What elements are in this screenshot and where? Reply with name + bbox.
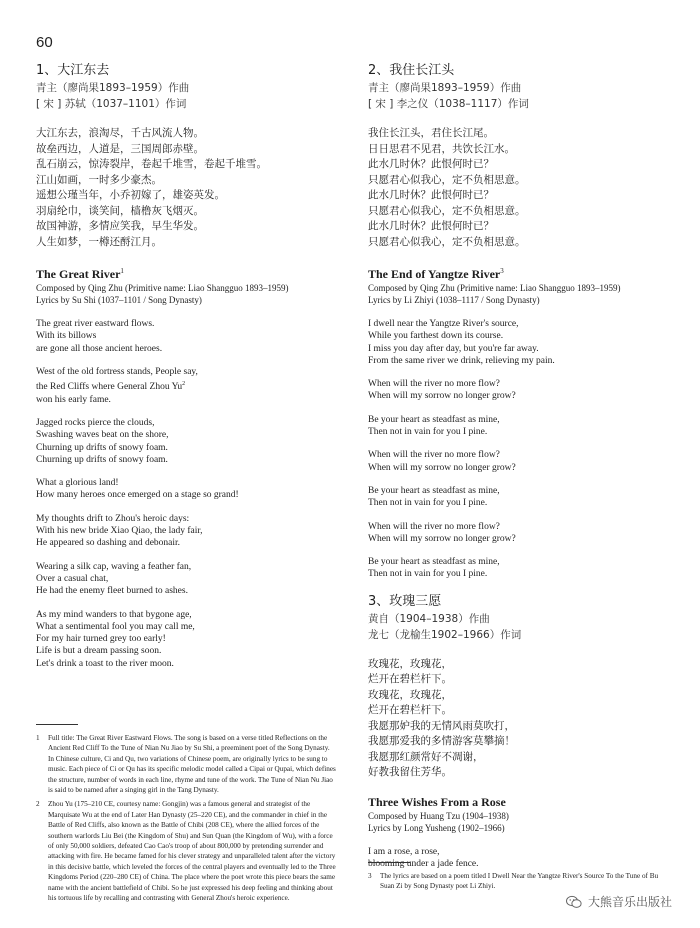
right-column xyxy=(368,62,668,881)
zh-lyric-line: 玫瑰花，玫瑰花， xyxy=(368,657,452,670)
en-lyric-line: The great river eastward flows. xyxy=(36,319,155,329)
en-lyric-line: Jagged rocks pierce the clouds, xyxy=(36,417,155,428)
zh-lyric-line: 江山如画，一时多少豪杰。 xyxy=(36,173,162,186)
zh-lyric-line: 只愿君心似我心，定不负相思意。 xyxy=(368,204,526,217)
stanza xyxy=(36,366,336,406)
en-lyric-line: While you farthest down its course. xyxy=(368,331,504,342)
zh-lyric-line: 此水几时休？此恨何时已？ xyxy=(368,158,494,170)
song1-en-title-text: The Great River xyxy=(36,267,121,281)
zh-lyric-line: 我愿那红颜常好不凋谢， xyxy=(368,750,484,763)
zh-lyric-line: 我愿那爱我的多情游客莫攀摘！ xyxy=(368,735,515,748)
zh-lyric-line: 人生如梦，一樽还酹江月。 xyxy=(36,235,162,248)
song2-en-title-text: The End of Yangtze River xyxy=(368,267,501,281)
zh-lyric-line: 羽扇纶巾，谈笑间，樯橹灰飞烟灭。 xyxy=(36,204,204,217)
stanza xyxy=(368,556,668,581)
song1-zh-composer: 青主（廖尚果1893–1959）作曲 xyxy=(36,82,190,94)
stanza xyxy=(36,417,336,466)
stanza xyxy=(368,318,668,367)
en-lyric-line: When will my sorrow no longer grow? xyxy=(368,391,516,402)
stanza xyxy=(36,513,336,550)
footnote-number: 3 xyxy=(368,872,372,880)
en-lyric-line: blooming under a jade fence. xyxy=(368,859,479,870)
song2-zh-composer: 青主（廖尚果1893–1959）作曲 xyxy=(368,82,522,94)
en-lyric-line: I miss you day after day, but you're far away. xyxy=(368,343,539,354)
en-lyric-line: Wearing a silk cap, waving a feather fan, xyxy=(36,561,192,572)
footnote-rule xyxy=(368,862,410,863)
song2-zh-lyricist: [ 宋 ] 李之仪（1038–1117）作词 xyxy=(368,98,529,110)
en-lyric-line: When will my sorrow no longer grow? xyxy=(368,533,516,544)
zh-lyric-line: 我住长江头，君住长江尾。 xyxy=(368,127,494,139)
zh-lyric-line: 此水几时休？此恨何时已？ xyxy=(368,220,494,232)
left-column xyxy=(36,62,336,681)
footnote-ref: 2 xyxy=(182,381,186,388)
en-lyric-line: Then not in vain for you I pine. xyxy=(368,569,488,580)
song3-en-title: Three Wishes From a Rose xyxy=(368,794,506,809)
en-lyric-line: Over a casual chat, xyxy=(36,573,109,584)
en-lyric-line: Let's drink a toast to the river moon. xyxy=(36,658,174,669)
en-lyric-line: He appeared so dashing and debonair. xyxy=(36,538,181,549)
en-lyric-line: When will my sorrow no longer grow? xyxy=(368,462,516,473)
zh-lyric-line: 我愿那妒我的无情风雨莫吹打， xyxy=(368,719,515,732)
stanza xyxy=(36,561,336,598)
en-lyric-line: What a sentimental fool you may call me, xyxy=(36,621,195,632)
footnote-ref: 3 xyxy=(500,267,504,275)
zh-lyric-line: 玫瑰花，玫瑰花， xyxy=(368,688,452,701)
footnote-text: The lyrics are based on a poem titled I Dwell Near the Yangtze River's Source To the Tune of Bu Suan Zi by Song Dynasty poet Li Zhiyi. xyxy=(380,872,659,891)
song3-zh-lyricist: 龙七（龙榆生1902–1966）作词 xyxy=(368,628,522,641)
song1-en-composer: Composed by Qing Zhu (Primitive name: Liao Shangguo 1893–1959) xyxy=(36,283,289,293)
footnote-text: Full title: The Great River Eastward Flows. The song is based on a verse titled Reflections on the Ancient Red Cliff To the Tune of Nian Nu Jiao by Su Shi, a preeminent poet of the Song Dynasty. In Chinese culture, Ci and Qu, two variations of Chinese poem, are originally lyrics to be sung to music. Each piece of Ci or Qu has its specific melodic model called a Cipai or Qupai, which defines the structure, number of words in each line, rhyme and tune of the work. The Tune of Nian Nu Jiao is said to be named after a singing girl in the Tang Dynasty. xyxy=(48,734,336,795)
footnote-ref: 1 xyxy=(120,267,124,275)
en-lyric-line: Churning up drifts of snowy foam. xyxy=(36,454,168,465)
song1-en-lyrics xyxy=(36,318,336,670)
stanza xyxy=(36,318,336,355)
zh-lyric-line: 只愿君心似我心，定不负相思意。 xyxy=(368,173,526,186)
en-lyric-line: Life is but a dream passing soon. xyxy=(36,646,162,657)
zh-lyric-line: 烂开在碧栏杆下。 xyxy=(368,704,452,717)
en-lyric-line: As my mind wanders to that bygone age, xyxy=(36,609,192,620)
song2-en-lyricist: Lyrics by Li Zhiyi (1038–1117 / Song Dynasty) xyxy=(368,295,540,305)
watermark-text: 大熊音乐出版社 xyxy=(587,895,672,909)
en-lyric-line: Churning up drifts of snowy foam. xyxy=(36,442,168,453)
song2-zh-title: 2、我住长江头 xyxy=(368,63,455,78)
en-lyric-line: What a glorious land! xyxy=(36,478,119,489)
footnote-rule xyxy=(36,724,78,725)
en-lyric-line: He had the enemy fleet burned to ashes. xyxy=(36,586,188,597)
en-lyric-line: With his new bride Xiao Qiao, the lady fair, xyxy=(36,526,203,537)
zh-lyric-line: 大江东去，浪淘尽，千古风流人物。 xyxy=(36,127,204,139)
zh-lyric-line: 日日思君不见君，共饮长江水。 xyxy=(368,142,515,155)
stanza xyxy=(368,414,668,439)
en-lyric-line xyxy=(36,378,336,393)
en-lyric-line: won his early fame. xyxy=(36,394,111,405)
publisher-watermark xyxy=(566,893,672,910)
footnote xyxy=(36,733,336,795)
song3-zh-lyrics xyxy=(368,657,668,781)
wechat-icon xyxy=(566,895,582,909)
song1-zh-lyrics xyxy=(36,126,336,250)
zh-lyric-line: 故垒西边，人道是，三国周郎赤壁。 xyxy=(36,142,204,155)
en-lyric-line: West of the old fortress stands, People say, xyxy=(36,366,198,377)
en-lyric-line: My thoughts drift to Zhou's heroic days: xyxy=(36,513,190,524)
song1-zh-title: 1、大江东去 xyxy=(36,63,110,78)
zh-lyric-line: 只愿君心似我心，定不负相思意。 xyxy=(368,235,526,248)
en-lyric-line: Be your heart as steadfast as mine, xyxy=(368,485,500,496)
footnotes-right xyxy=(368,862,668,896)
en-lyric-line: I dwell near the Yangtze River's source, xyxy=(368,319,519,329)
en-lyric-line: From the same river we drink, relieving my pain. xyxy=(368,355,555,366)
en-lyric-line: Be your heart as steadfast as mine, xyxy=(368,557,500,568)
zh-lyric-line: 遥想公瑾当年，小乔初嫁了，雄姿英发。 xyxy=(36,189,225,201)
en-lyric-line: Then not in vain for you I pine. xyxy=(368,498,488,509)
en-lyric-line: When will the river no more flow? xyxy=(368,379,500,390)
en-lyric-line: I am a rose, a rose, xyxy=(368,846,440,857)
song2-en-lyrics xyxy=(368,318,668,581)
song2-en-composer: Composed by Qing Zhu (Primitive name: Liao Shangguo 1893–1959) xyxy=(368,283,621,293)
en-lyric-line: Then not in vain for you I pine. xyxy=(368,427,488,438)
en-lyric-line: are gone all those ancient heroes. xyxy=(36,343,163,354)
footnote-number: 2 xyxy=(36,800,40,809)
en-lyric-line: For my hair turned grey too early! xyxy=(36,634,166,645)
stanza xyxy=(368,449,668,474)
en-lyric-text: the Red Cliffs where General Zhou Yu xyxy=(36,382,183,393)
en-lyric-line: Swashing waves beat on the shore, xyxy=(36,430,169,441)
stanza xyxy=(368,485,668,510)
song3-en-lyricist: Lyrics by Long Yusheng (1902–1966) xyxy=(368,822,505,833)
en-lyric-line: With its billows xyxy=(36,331,97,342)
page-number: 60 xyxy=(36,34,53,51)
song1-zh-lyricist: [ 宋 ] 苏轼（1037–1101）作词 xyxy=(36,98,187,110)
zh-lyric-line: 乱石崩云，惊涛裂岸，卷起千堆雪，卷起千堆雪。 xyxy=(36,158,267,170)
zh-lyric-line: 故国神游，多情应笑我，早生华发。 xyxy=(36,220,204,232)
stanza xyxy=(36,609,336,670)
song1-en-title xyxy=(36,264,336,282)
stanza xyxy=(36,477,336,502)
footnote xyxy=(368,871,668,892)
footnote xyxy=(36,799,336,903)
footnote-number: 1 xyxy=(36,734,40,742)
zh-lyric-line: 此水几时休？此恨何时已？ xyxy=(368,189,494,201)
footnotes-left xyxy=(36,724,336,908)
en-lyric-line: When will the river no more flow? xyxy=(368,521,500,532)
song2-en-title xyxy=(368,264,668,282)
en-lyric-line: When will the river no more flow? xyxy=(368,450,500,461)
song3-zh-title: 3、玫瑰三愿 xyxy=(368,593,442,609)
zh-lyric-line: 好教我留住芳华。 xyxy=(368,766,452,779)
stanza xyxy=(368,521,668,546)
en-lyric-line: How many heroes once emerged on a stage so grand! xyxy=(36,490,239,501)
song1-en-lyricist: Lyrics by Su Shi (1037–1101 / Song Dynasty) xyxy=(36,295,202,305)
footnote-text: Zhou Yu (175–210 CE, courtesy name: Gongjin) was a famous general and strategist of the Marquisate Wu at the end of Later Han Dynasty (25–220 CE), and the commander in chief in the Battle of Red Cliffs, also known as the Battle of Chibi (208 CE), where the allied forces of the southern warlords Liu Bei (the Kingdom of Shu) and Sun Quan (the Kingdom of Wu), with a force of only 50,000 soldiers, defeated Cao Cao's troop of about 800,000 by pretending surrender and attacking with fire. He became famed for his clever strategy and unparalleled talent after the victory in this decisive battle, which leveled the forces of the central players and eventually led to the Three Kingdoms Period (220–280 CE) of China. The place where the poet wrote this piece bears the same name with the ancient battlefield of Chibi. So he just expressed his deep feeling and thinking about his tortuous life by recalling and contrasting with General Zhou's heroic experience. xyxy=(48,800,336,903)
en-lyric-line: Be your heart as steadfast as mine, xyxy=(368,414,500,425)
zh-lyric-line: 烂开在碧栏杆下。 xyxy=(368,673,452,686)
stanza xyxy=(368,378,668,403)
song3-en-composer: Composed by Huang Tzu (1904–1938) xyxy=(368,810,509,821)
song2-zh-lyrics xyxy=(368,126,668,250)
song3-zh-composer: 黄自（1904–1938）作曲 xyxy=(368,612,490,625)
